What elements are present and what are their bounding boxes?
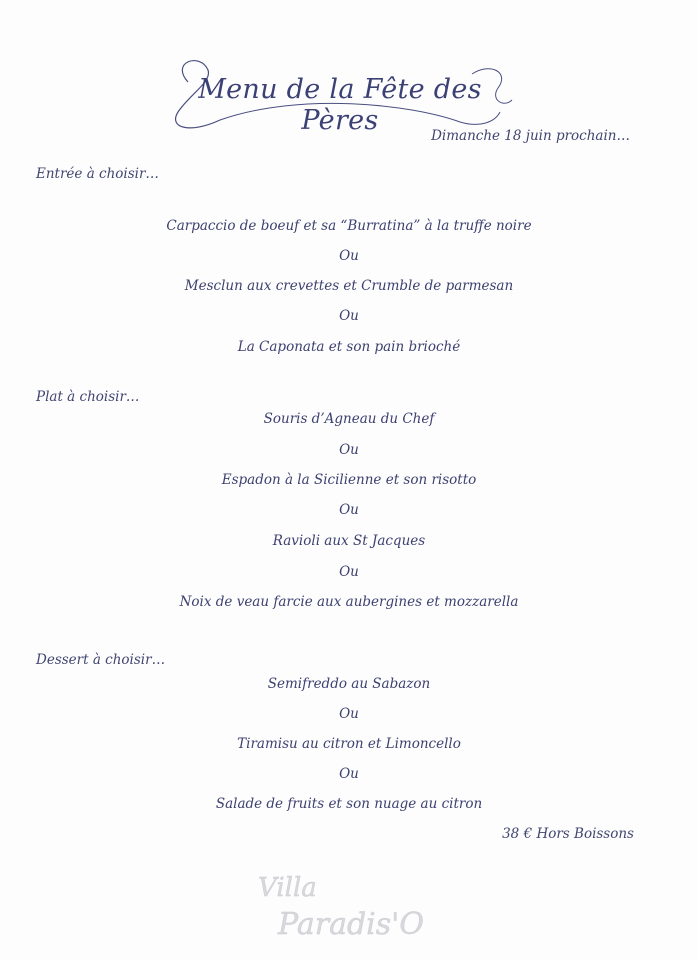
or-separator: Ou	[339, 502, 359, 518]
dish-plat-2: Espadon à la Sicilienne et son risotto	[221, 472, 477, 488]
dish-entree-1: Carpaccio de boeuf et sa “Burratina” à la truffe noire	[166, 218, 532, 234]
event-date: Dimanche 18 juin prochain…	[431, 128, 630, 144]
section-label-plats: Plat à choisir…	[36, 389, 140, 405]
dish-plat-3: Ravioli aux St Jacques	[272, 533, 426, 549]
dish-entree-3: La Caponata et son pain brioché	[237, 339, 461, 355]
or-separator: Ou	[339, 308, 359, 324]
logo-line-1: Villa	[258, 873, 317, 903]
or-separator: Ou	[339, 442, 359, 458]
villa-paradiso-logo-icon	[248, 862, 448, 952]
or-separator: Ou	[339, 766, 359, 782]
section-label-desserts: Dessert à choisir…	[36, 652, 166, 668]
or-separator: Ou	[339, 564, 359, 580]
menu-price: 38 € Hors Boissons	[502, 826, 634, 842]
dish-dessert-2: Tiramisu au citron et Limoncello	[237, 736, 461, 752]
logo-line-2: Paradis'O	[278, 907, 424, 942]
dish-entree-2: Mesclun aux crevettes et Crumble de parmesan	[184, 278, 514, 294]
or-separator: Ou	[339, 706, 359, 722]
or-separator: Ou	[339, 248, 359, 264]
dish-dessert-3: Salade de fruits et son nuage au citron	[215, 796, 483, 812]
dish-plat-1: Souris d’Agneau du Chef	[263, 411, 435, 427]
dish-plat-4: Noix de veau farcie aux aubergines et mozzarella	[179, 594, 519, 610]
section-label-entrees: Entrée à choisir…	[36, 166, 159, 182]
page-title: Menu de la Fête des Pères	[198, 74, 482, 136]
dish-dessert-1: Semifreddo au Sabazon	[267, 676, 431, 692]
